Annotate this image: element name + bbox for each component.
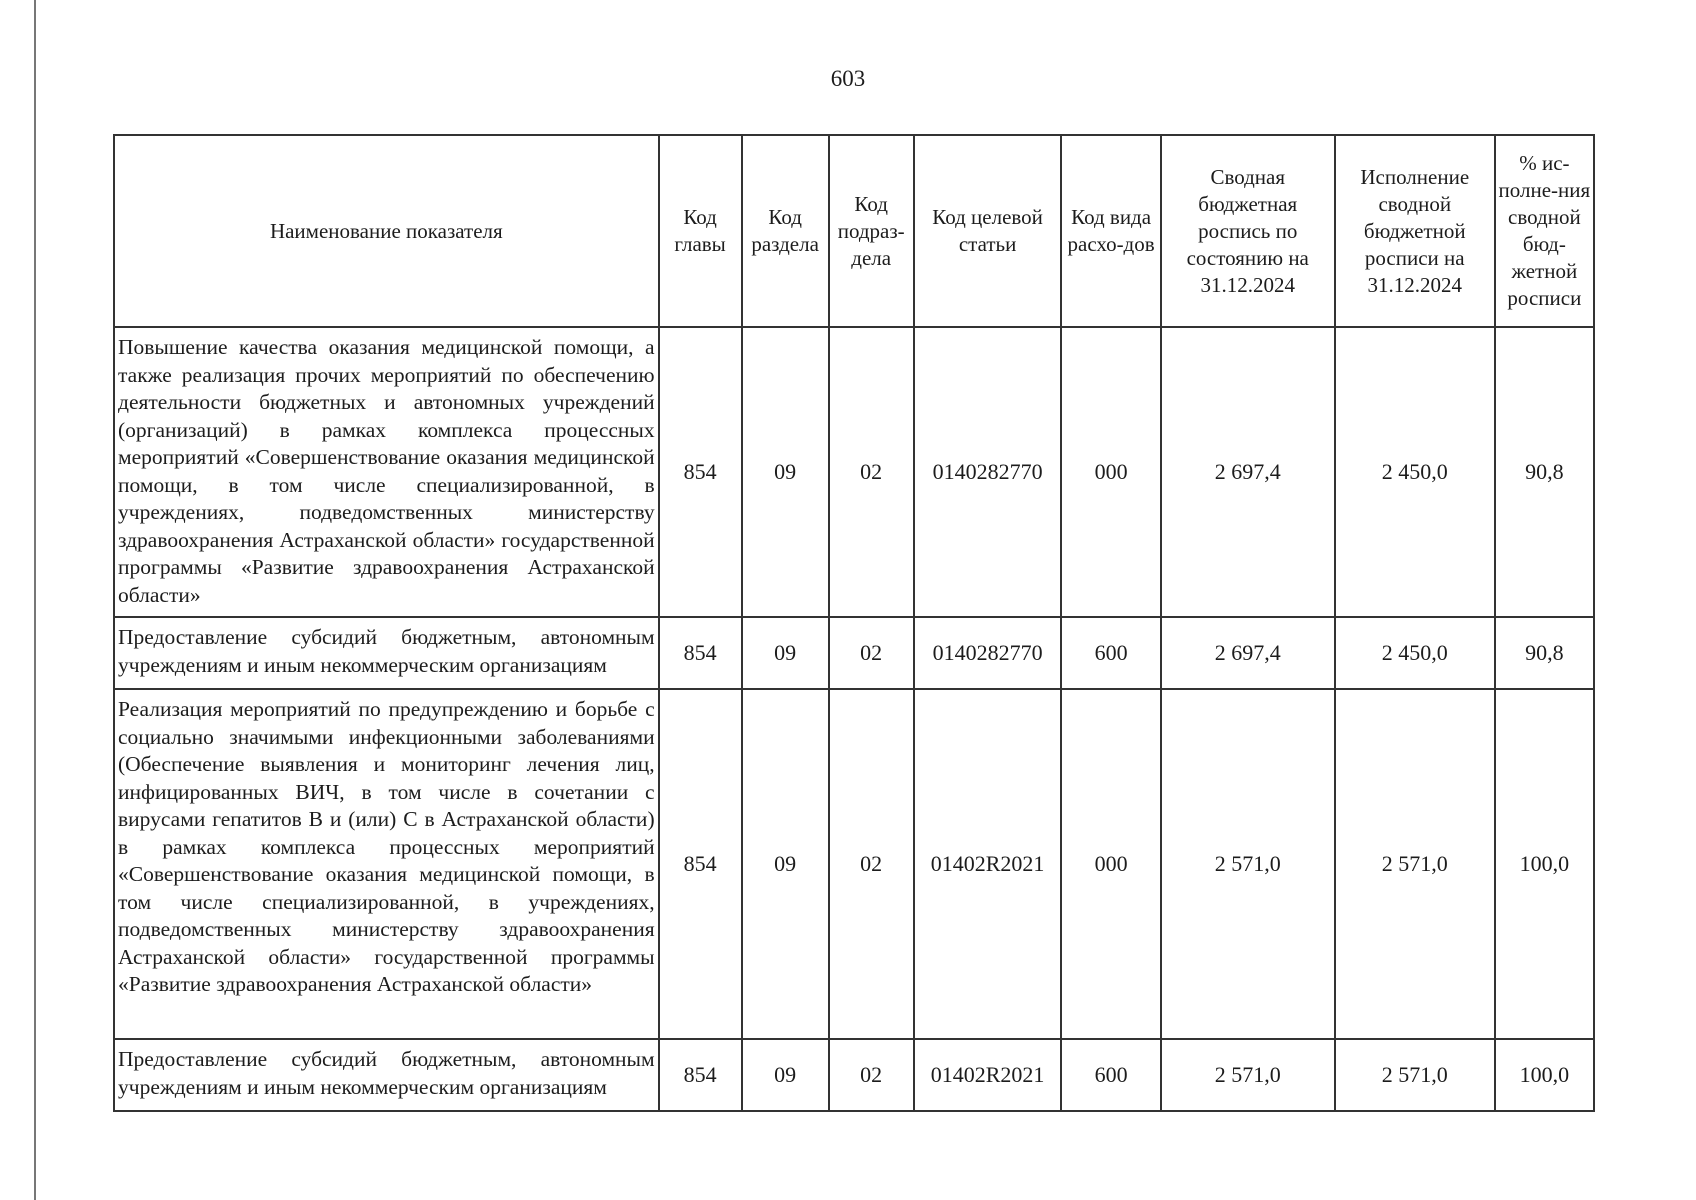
row-podrazdel: 02 — [829, 1039, 914, 1111]
page-number: 603 — [830, 66, 866, 91]
header-celevaya: Код целевой статьи — [914, 135, 1062, 327]
row-name: Предоставление субсидий бюджетным, автономным учреждениям и иным некоммерческим организациям — [114, 1039, 659, 1111]
table-row — [114, 1039, 1594, 1111]
row-rospis: 2 571,0 — [1161, 689, 1335, 1039]
row-glava: 854 — [659, 1039, 742, 1111]
row-celevaya: 01402R2021 — [914, 689, 1062, 1039]
row-ispolnenie: 2 450,0 — [1335, 617, 1495, 689]
row-rospis: 2 697,4 — [1161, 617, 1335, 689]
row-name: Предоставление субсидий бюджетным, автономным учреждениям и иным некоммерческим организациям — [114, 617, 659, 689]
row-podrazdel: 02 — [829, 617, 914, 689]
row-vid: 600 — [1061, 1039, 1160, 1111]
header-ispolnenie: Исполнение сводной бюджетной росписи на 31.12.2024 — [1335, 135, 1495, 327]
page-left-edge-line — [34, 0, 36, 1200]
row-glava: 854 — [659, 689, 742, 1039]
row-razdel: 09 — [742, 689, 829, 1039]
budget-execution-table — [113, 134, 1595, 1112]
row-ispolnenie: 2 571,0 — [1335, 1039, 1495, 1111]
header-razdel: Код раздела — [742, 135, 829, 327]
row-razdel: 09 — [742, 1039, 829, 1111]
row-vid: 600 — [1061, 617, 1160, 689]
row-percent: 100,0 — [1495, 689, 1594, 1039]
row-vid: 000 — [1061, 689, 1160, 1039]
row-podrazdel: 02 — [829, 327, 914, 617]
row-glava: 854 — [659, 617, 742, 689]
row-percent: 100,0 — [1495, 1039, 1594, 1111]
row-razdel: 09 — [742, 327, 829, 617]
header-percent: % ис-полне-ния сводной бюд-жетной росписи — [1495, 135, 1594, 327]
row-ispolnenie: 2 571,0 — [1335, 689, 1495, 1039]
row-vid: 000 — [1061, 327, 1160, 617]
table-row — [114, 327, 1594, 617]
row-celevaya: 0140282770 — [914, 617, 1062, 689]
table-header-row — [114, 135, 1594, 327]
header-vid: Код вида расхо-дов — [1061, 135, 1160, 327]
row-glava: 854 — [659, 327, 742, 617]
row-razdel: 09 — [742, 617, 829, 689]
header-glava: Код главы — [659, 135, 742, 327]
header-podrazdel: Код подраз-дела — [829, 135, 914, 327]
row-percent: 90,8 — [1495, 327, 1594, 617]
row-percent: 90,8 — [1495, 617, 1594, 689]
row-name: Реализация мероприятий по предупреждению и борьбе с социально значимыми инфекционными заболеваниями (Обеспечение выявления и мониторинг лечения лиц, инфицированных ВИЧ, в том числе в сочетании с вирусами гепатитов В и (или) С в Астраханской области) в рамках комплекса процессных мероприятий «Совершенствование оказания медицинской помощи, в том числе специализированной, в учреждениях, подведомственных министерству здравоохранения Астраханской области» государственной программы «Развитие здравоохранения Астраханской области» — [114, 689, 659, 1039]
row-ispolnenie: 2 450,0 — [1335, 327, 1495, 617]
row-rospis: 2 571,0 — [1161, 1039, 1335, 1111]
row-podrazdel: 02 — [829, 689, 914, 1039]
row-name: Повышение качества оказания медицинской помощи, а также реализация прочих мероприятий по обеспечению деятельности бюджетных и автономных учреждений (организаций) в рамках комплекса процессных мероприятий «Совершенствование оказания медицинской помощи, в том числе специализированной, в учреждениях, подведомственных министерству здравоохранения Астраханской области» государственной программы «Развитие здравоохранения Астраханской области» — [114, 327, 659, 617]
table-row — [114, 689, 1594, 1039]
row-celevaya: 01402R2021 — [914, 1039, 1062, 1111]
row-rospis: 2 697,4 — [1161, 327, 1335, 617]
table-row — [114, 617, 1594, 689]
row-celevaya: 0140282770 — [914, 327, 1062, 617]
header-rospis: Сводная бюджетная роспись по состоянию на 31.12.2024 — [1161, 135, 1335, 327]
header-name: Наименование показателя — [114, 135, 659, 327]
